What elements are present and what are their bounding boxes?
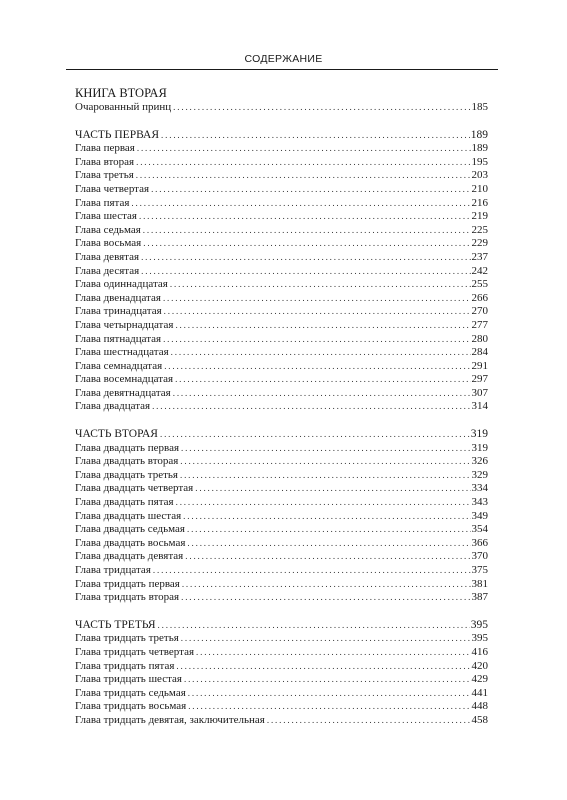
entry-page: 291 <box>471 359 488 372</box>
entry-page: 343 <box>471 496 488 509</box>
toc-entry-chapter <box>75 591 488 605</box>
dot-leader <box>182 578 471 592</box>
dot-leader <box>181 591 470 605</box>
toc-entry-chapter <box>75 142 488 156</box>
entry-page: 354 <box>471 523 488 536</box>
entry-label: Глава восьмая <box>75 237 142 250</box>
entry-label: Глава тридцать восьмая <box>75 700 187 713</box>
toc-entry-chapter <box>75 346 488 360</box>
dot-leader <box>161 129 470 143</box>
dot-leader <box>267 714 471 728</box>
dot-leader <box>151 183 470 197</box>
dot-leader <box>164 305 471 319</box>
dot-leader <box>173 101 470 115</box>
entry-label: ЧАСТЬ ПЕРВАЯ <box>75 128 160 141</box>
dot-leader <box>180 455 470 469</box>
dot-leader <box>152 400 470 414</box>
dot-leader <box>180 469 471 483</box>
dot-leader <box>176 660 470 674</box>
entry-label: Глава двенадцатая <box>75 291 161 304</box>
toc-entry-chapter <box>75 510 488 524</box>
entry-label: Глава двадцать первая <box>75 441 180 454</box>
entry-page: 366 <box>471 536 488 549</box>
toc-entry-chapter <box>75 400 488 414</box>
toc-entry-chapter <box>75 646 488 660</box>
entry-label: Глава двадцать четвертая <box>75 482 194 495</box>
entry-page: 420 <box>471 659 488 672</box>
entry-page: 307 <box>471 386 488 399</box>
toc-entry-chapter <box>75 265 488 279</box>
toc-entry-chapter <box>75 169 488 183</box>
dot-leader <box>141 251 470 265</box>
dot-leader <box>131 197 470 211</box>
entry-page: 448 <box>471 700 488 713</box>
entry-page: 458 <box>471 713 488 726</box>
dot-leader <box>171 346 471 360</box>
toc-entry-chapter <box>75 360 488 374</box>
part-section <box>75 619 488 728</box>
entry-page: 225 <box>471 223 488 236</box>
entry-page: 387 <box>471 591 488 604</box>
toc-entry-chapter <box>75 469 488 483</box>
toc-entry-chapter <box>75 564 488 578</box>
toc-entry-chapter <box>75 278 488 292</box>
toc-entry-chapter <box>75 442 488 456</box>
entry-label: Глава двадцать вторая <box>75 455 179 468</box>
dot-leader <box>158 619 470 633</box>
entry-page: 266 <box>471 291 488 304</box>
toc-entry-part <box>75 129 488 143</box>
dot-leader <box>185 550 470 564</box>
entry-label: Глава двадцать шестая <box>75 509 182 522</box>
dot-leader <box>136 156 470 170</box>
entry-label: Глава пятнадцатая <box>75 332 162 345</box>
entry-label: Очарованный принц <box>75 101 172 113</box>
entry-label: Глава четвертая <box>75 182 150 195</box>
entry-page: 237 <box>471 250 488 263</box>
dot-leader <box>183 510 470 524</box>
dot-leader <box>139 210 471 224</box>
dot-leader <box>141 265 470 279</box>
entry-label: Глава одиннадцатая <box>75 278 168 291</box>
toc-entry-chapter <box>75 687 488 701</box>
entry-label: Глава восемнадцатая <box>75 373 174 386</box>
part-section <box>75 428 488 605</box>
dot-leader <box>188 687 471 701</box>
entry-page: 326 <box>471 455 488 468</box>
entry-label: Глава седьмая <box>75 223 141 236</box>
dot-leader <box>175 373 470 387</box>
toc-entry-chapter <box>75 578 488 592</box>
dot-leader <box>170 278 471 292</box>
dot-leader <box>175 319 470 333</box>
entry-label: Глава девятая <box>75 250 140 263</box>
entry-label: Глава семнадцатая <box>75 359 163 372</box>
entry-page: 395 <box>470 618 488 631</box>
dot-leader <box>143 224 471 238</box>
entry-page: 242 <box>471 264 488 277</box>
toc-entry-chapter <box>75 319 488 333</box>
entry-page: 277 <box>471 318 488 331</box>
toc-entry-chapter <box>75 523 488 537</box>
entry-page: 349 <box>471 509 488 522</box>
entry-page: 381 <box>471 577 488 590</box>
entry-label: ЧАСТЬ ВТОРАЯ <box>75 428 158 441</box>
part-section <box>75 129 488 414</box>
entry-page: 280 <box>471 332 488 345</box>
running-head: СОДЕРЖАНИЕ <box>244 53 323 65</box>
entry-label: Глава двадцатая <box>75 400 151 413</box>
entry-label: Глава тридцать третья <box>75 632 179 645</box>
dot-leader <box>160 428 470 442</box>
entry-page: 416 <box>471 645 488 658</box>
dot-leader <box>188 700 470 714</box>
entry-label: Глава тридцать четвертая <box>75 645 195 658</box>
toc-entry-chapter <box>75 251 488 265</box>
dot-leader <box>173 387 471 401</box>
entry-label: Глава четырнадцатая <box>75 318 174 331</box>
dot-leader <box>176 496 471 510</box>
dot-leader <box>163 333 470 347</box>
entry-label: Глава шестнадцатая <box>75 346 169 359</box>
dot-leader <box>153 564 471 578</box>
dot-leader <box>187 537 470 551</box>
toc-entry-chapter <box>75 455 488 469</box>
entry-page: 189 <box>471 142 488 155</box>
toc-entry-part <box>75 619 488 633</box>
toc-entry-chapter <box>75 333 488 347</box>
dot-leader <box>184 673 471 687</box>
entry-page: 375 <box>471 564 488 576</box>
entry-label: Глава тринадцатая <box>75 305 162 318</box>
entry-page: 219 <box>471 210 488 223</box>
entry-page: 329 <box>471 468 488 481</box>
entry-label: Глава вторая <box>75 155 135 168</box>
entry-label: Глава третья <box>75 169 134 182</box>
entry-label: Глава двадцать восьмая <box>75 536 186 549</box>
entry-page: 185 <box>471 101 488 113</box>
toc-entry-chapter <box>75 237 488 251</box>
entry-label: Глава двадцать третья <box>75 468 178 481</box>
dot-leader <box>136 169 471 183</box>
header-rule <box>66 69 498 70</box>
entry-label: Глава девятнадцатая <box>75 386 171 399</box>
entry-page: 216 <box>471 196 488 209</box>
entry-page: 441 <box>471 686 488 699</box>
toc-entry-intro <box>75 101 488 115</box>
toc-entry-chapter <box>75 224 488 238</box>
dot-leader <box>181 632 471 646</box>
dot-leader <box>163 292 471 306</box>
entry-page: 284 <box>471 346 488 359</box>
entry-label: Глава тридцать вторая <box>75 591 180 604</box>
toc-entry-chapter <box>75 660 488 674</box>
entry-page: 255 <box>471 278 488 291</box>
toc-entry-chapter <box>75 197 488 211</box>
entry-label: Глава тридцать шестая <box>75 673 182 686</box>
entry-label: Глава первая <box>75 142 135 155</box>
entry-label: Глава шестая <box>75 210 137 223</box>
entry-page: 297 <box>471 373 488 386</box>
table-of-contents <box>75 86 488 742</box>
entry-label: ЧАСТЬ ТРЕТЬЯ <box>75 618 156 631</box>
entry-page: 370 <box>471 550 488 563</box>
entry-label: Глава тридцать пятая <box>75 659 175 672</box>
entry-label: Глава пятая <box>75 196 130 209</box>
entry-page: 319 <box>471 441 488 454</box>
dot-leader <box>196 646 470 660</box>
entry-page: 395 <box>471 632 488 645</box>
entry-label: Глава тридцать седьмая <box>75 686 186 699</box>
toc-entry-chapter <box>75 373 488 387</box>
toc-entry-chapter <box>75 673 488 687</box>
entry-page: 195 <box>471 155 488 168</box>
dot-leader <box>143 237 470 251</box>
dot-leader <box>137 142 471 156</box>
entry-page: 270 <box>471 305 488 318</box>
entry-label: Глава двадцать девятая <box>75 550 184 563</box>
entry-page: 189 <box>470 128 488 141</box>
toc-entry-chapter <box>75 496 488 510</box>
toc-entry-chapter <box>75 183 488 197</box>
entry-label: Глава двадцать пятая <box>75 496 174 509</box>
toc-entry-part <box>75 428 488 442</box>
entry-label: Глава тридцать первая <box>75 577 180 590</box>
dot-leader <box>181 442 470 456</box>
toc-entry-chapter <box>75 714 488 728</box>
entry-page: 319 <box>470 428 488 441</box>
toc-entry-chapter <box>75 550 488 564</box>
dot-leader <box>195 482 470 496</box>
toc-entry-chapter <box>75 210 488 224</box>
parts-container <box>75 129 488 728</box>
toc-entry-chapter <box>75 305 488 319</box>
toc-entry-chapter <box>75 700 488 714</box>
entry-label: Глава десятая <box>75 264 140 277</box>
entry-label: Глава тридцать девятая, заключительная <box>75 713 265 726</box>
toc-entry-chapter <box>75 632 488 646</box>
book-section <box>75 86 488 115</box>
entry-page: 334 <box>471 482 488 495</box>
book-title: КНИГА ВТОРАЯ <box>75 86 167 100</box>
toc-entry-chapter <box>75 387 488 401</box>
entry-page: 210 <box>471 182 488 195</box>
toc-entry-chapter <box>75 292 488 306</box>
entry-page: 314 <box>471 400 488 413</box>
entry-label: Глава двадцать седьмая <box>75 523 185 536</box>
entry-page: 429 <box>471 673 488 686</box>
dot-leader <box>187 523 471 537</box>
toc-entry-chapter <box>75 156 488 170</box>
entry-page: 229 <box>471 237 488 250</box>
toc-entry-chapter <box>75 537 488 551</box>
entry-label: Глава тридцатая <box>75 564 151 576</box>
dot-leader <box>164 360 470 374</box>
entry-page: 203 <box>471 169 488 182</box>
toc-entry-chapter <box>75 482 488 496</box>
